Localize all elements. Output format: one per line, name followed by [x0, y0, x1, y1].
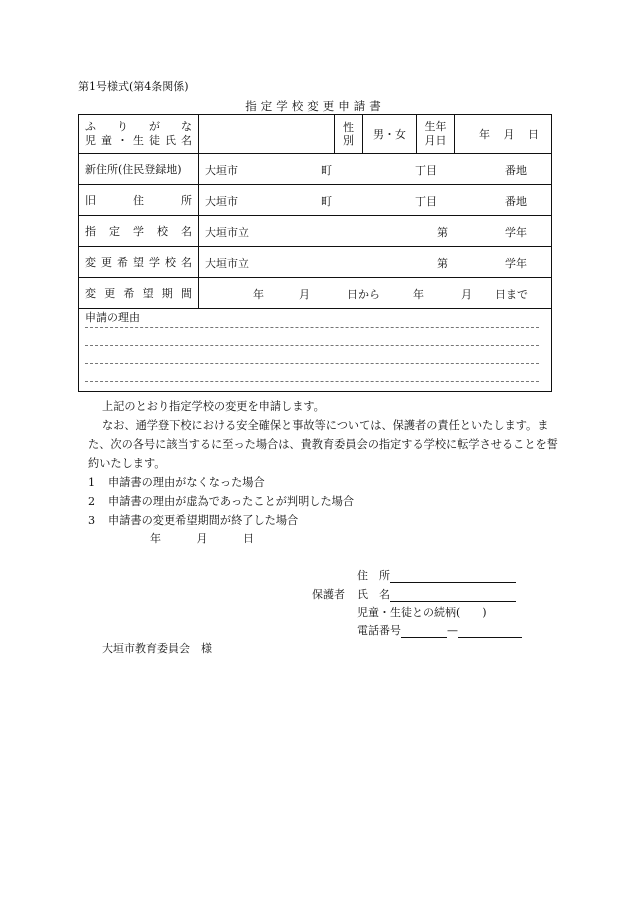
application-table [78, 114, 552, 392]
name-label-cell [79, 115, 199, 154]
furigana-label: ふりがな [85, 120, 192, 133]
declaration-paragraph-1: 上記のとおり指定学校の変更を申請します。 [102, 400, 325, 413]
list-item: 1 申請書の理由がなくなった場合 [88, 476, 265, 489]
form-title: 指定学校変更申請書 [245, 99, 385, 113]
application-date[interactable]: 年 月 日 [150, 532, 254, 545]
name-field[interactable] [199, 115, 335, 154]
old-address-field[interactable]: 大垣市 町 丁目 番地 [199, 185, 552, 216]
desired-school-field[interactable]: 大垣市立 第 学年 [199, 247, 552, 278]
new-address-field[interactable]: 大垣市 町 丁目 番地 [199, 154, 552, 185]
gender-label: 性別 [335, 115, 363, 154]
form-number: 第1号様式(第4条関係) [78, 80, 189, 93]
declaration-paragraph-2: なお、通学登下校における安全確保と事故等については、保護者の責任といたします。また、次の各号に該当するに至った場合は、貴教育委員会の指定する学校に転学させることを誓約いたします。 [88, 419, 558, 470]
guardian-phone[interactable]: 電話番号 — [357, 622, 522, 638]
gender-options[interactable]: 男・女 [363, 115, 417, 154]
designated-school-field[interactable]: 大垣市立 第 学年 [199, 216, 552, 247]
desired-school-label: 変更希望学校名 [79, 247, 199, 278]
new-address-label: 新住所(住民登録地) [79, 154, 199, 185]
guardian-address[interactable]: 住 所 [357, 567, 516, 583]
designated-school-label: 指定学校名 [79, 216, 199, 247]
list-item: 2 申請書の理由が虚為であったことが判明した場合 [88, 495, 355, 508]
list-item: 3 申請書の変更希望期間が終了した場合 [88, 514, 299, 527]
reason-line [85, 346, 539, 364]
reason-label: 申請の理由 [85, 311, 140, 324]
name-label: 児童・生徒氏名 [85, 134, 192, 147]
reason-line [85, 364, 539, 382]
reason-line [85, 328, 539, 346]
period-label: 変更希望期間 [79, 278, 199, 309]
guardian-name[interactable]: 氏 名 [357, 586, 516, 602]
addressee: 大垣市教育委員会 様 [102, 642, 212, 655]
birth-date-field[interactable]: 年 月 日 [455, 115, 552, 154]
period-field[interactable]: 年 月 日から 年 月 日まで [199, 278, 552, 309]
old-address-label: 旧住所 [79, 185, 199, 216]
birth-label: 生年 月日 [417, 115, 455, 154]
guardian-label: 保護者 [312, 588, 345, 601]
reason-field[interactable] [79, 309, 552, 392]
declaration-text [88, 397, 558, 530]
guardian-relation[interactable]: 児童・生徒との続柄( ) [357, 606, 487, 619]
